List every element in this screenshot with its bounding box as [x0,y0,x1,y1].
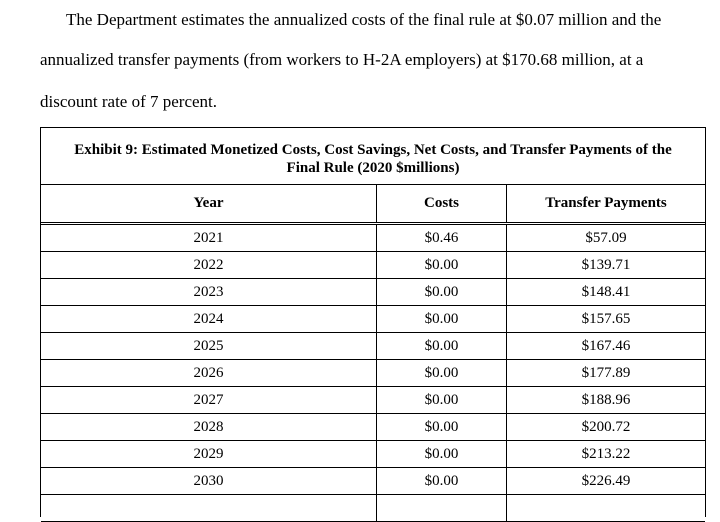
cell-year: 2028 [41,414,377,440]
table-row [41,414,705,441]
cell-transfer-payments: $148.41 [581,283,631,300]
caption-line-2: Final Rule (2020 $millions) [286,160,460,176]
cell-transfer-payments: $57.09 [585,229,627,246]
table-row [41,387,705,414]
cell-costs: $0.00 [377,387,507,413]
table-row [41,360,705,387]
paragraph-line-3: discount rate of 7 percent. [40,92,218,111]
exhibit-table [40,127,706,517]
cell-costs: $0.00 [377,468,507,494]
table-row [41,225,705,252]
cell-transfer-payments: $139.71 [581,256,631,273]
table-row [41,306,705,333]
table-row [41,468,705,495]
cell-transfer-payments: $167.46 [581,337,631,354]
table-row-partial [41,495,705,522]
cell-transfer-payments: $177.89 [581,364,631,381]
cell-year: 2029 [41,441,377,467]
cell-year: 2030 [41,468,377,494]
cell-transfer-payments: $200.72 [581,418,631,435]
table-row [41,441,705,468]
cell-year: 2027 [41,387,377,413]
header-transfer-payments: Transfer Payments [545,195,667,211]
cell-costs: $0.00 [377,279,507,305]
table-header-row [41,185,705,225]
cell-costs: $0.00 [377,441,507,467]
cell-year: 2022 [41,252,377,278]
cell-costs: $0.00 [377,414,507,440]
table-caption [41,128,705,185]
table-row [41,333,705,360]
cell-year: 2026 [41,360,377,386]
cell-costs: $0.00 [377,360,507,386]
cell-costs: $0.00 [377,306,507,332]
table-row [41,279,705,306]
cell-transfer-payments: $188.96 [581,391,631,408]
cell-costs: $0.46 [377,225,507,251]
cell-transfer-payments: $157.65 [581,310,631,327]
paragraph-line-2: annualized transfer payments (from workers to H-2A employers) at $170.68 million, at a [40,50,644,69]
caption-line-1: Exhibit 9: Estimated Monetized Costs, Cost Savings, Net Costs, and Transfer Payments of the [74,142,672,158]
cell-year: 2021 [41,225,377,251]
header-year: Year [41,185,377,222]
cell-transfer-payments: $226.49 [581,472,631,489]
cell-year: 2025 [41,333,377,359]
cell-year: 2024 [41,306,377,332]
table-row [41,252,705,279]
cell-year: 2023 [41,279,377,305]
cell-transfer-payments: $213.22 [581,445,631,462]
header-costs: Costs [377,185,507,222]
table-grid [41,185,705,522]
paragraph-line-1: The Department estimates the annualized costs of the final rule at $0.07 million and the [66,10,662,29]
cell-costs: $0.00 [377,252,507,278]
cell-costs: $0.00 [377,333,507,359]
